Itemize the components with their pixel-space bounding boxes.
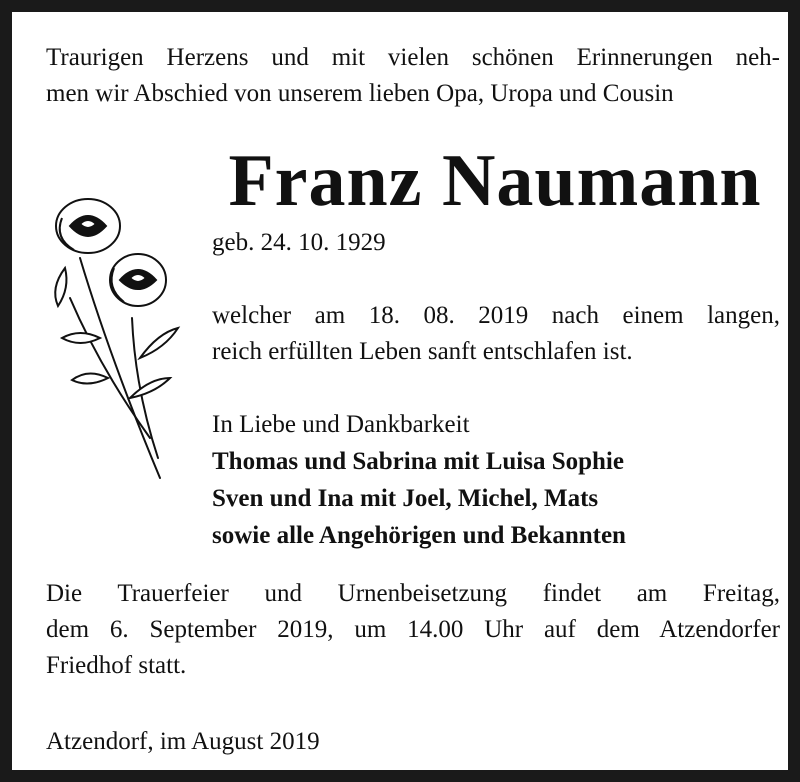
- birth-date-text: geb. 24. 10. 1929: [212, 229, 386, 256]
- intro-text: [46, 40, 780, 112]
- intro-line-2: men wir Abschied von unserem lieben Opa, Uropa und Cousin: [46, 80, 674, 107]
- rose-stem-3: [70, 298, 150, 438]
- death-line-1: welcher am 18. 08. 2019 nach einem langen,: [212, 302, 780, 329]
- mourner-line: sowie alle Angehörigen und Bekannten: [212, 522, 626, 549]
- funeral-line-2: dem 6. September 2019, um 14.00 Uhr auf dem Atzendorfer: [46, 616, 780, 643]
- death-line-2: reich erfüllten Leben sanft entschlafen ist.: [212, 338, 633, 365]
- funeral-line-1: Die Trauerfeier und Urnenbeisetzung findet am Freitag,: [46, 580, 780, 607]
- mourners-intro: In Liebe und Dankbarkeit: [212, 411, 470, 438]
- intro-line-1: Traurigen Herzens und mit vielen schönen Erinnerungen neh-: [46, 44, 780, 71]
- deceased-name: Franz Naumann: [228, 140, 762, 222]
- funeral-line-3: Friedhof statt.: [46, 652, 187, 679]
- birth-date: [212, 225, 780, 261]
- place-date: [46, 724, 780, 760]
- place-date-text: Atzendorf, im August 2019: [46, 728, 320, 755]
- funeral-text: [46, 576, 780, 684]
- mourner-line: Thomas und Sabrina mit Luisa Sophie: [212, 448, 624, 475]
- rose-icon: [40, 188, 190, 484]
- mourners-block: [212, 406, 780, 554]
- death-text: [212, 298, 780, 370]
- mourner-line: Sven und Ina mit Joel, Michel, Mats: [212, 485, 599, 512]
